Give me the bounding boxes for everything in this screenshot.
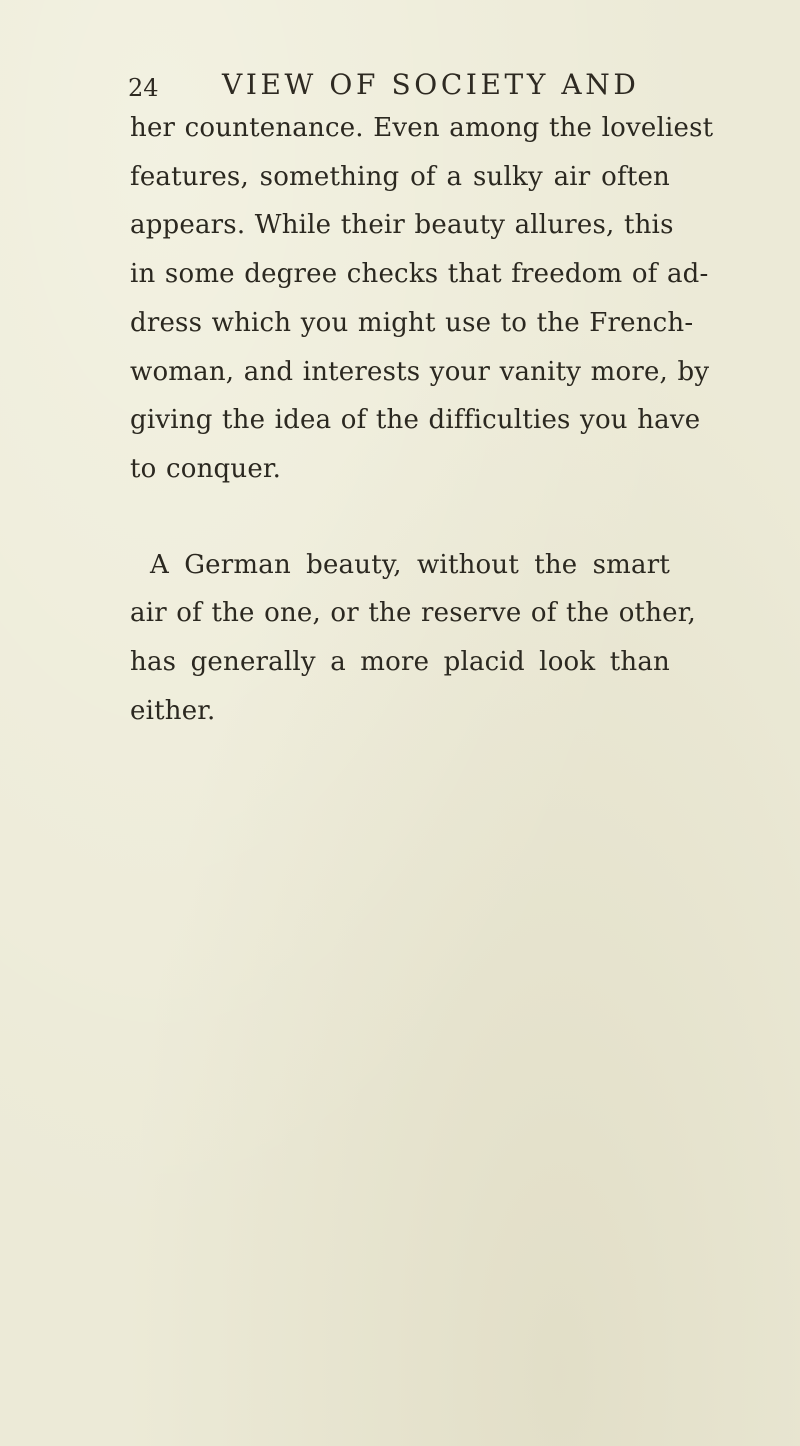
text-line: either.: [130, 695, 216, 726]
page-number: 24: [128, 74, 159, 102]
body-text: [130, 104, 714, 735]
page-header: [0, 68, 800, 108]
text-line: appears. While their beauty allures, this: [130, 210, 674, 241]
text-line: woman, and interests your vanity more, by: [130, 356, 710, 387]
text-line: dress which you might use to the French-: [130, 307, 694, 338]
text-line: features, something of a sulky air often: [130, 161, 670, 192]
text-line: in some degree checks that freedom of ad-: [130, 259, 709, 290]
text-line: her countenance. Even among the loveliest: [130, 113, 714, 143]
paragraph-1: [130, 104, 714, 494]
text-line: to conquer.: [130, 453, 282, 484]
text-line: A German beauty, without the smart: [150, 549, 670, 580]
text-line: giving the idea of the difficulties you have: [130, 405, 701, 436]
running-head: VIEW OF SOCIETY AND: [222, 68, 640, 101]
text-line: air of the one, or the reserve of the other,: [130, 598, 696, 629]
paragraph-2: [130, 541, 696, 736]
text-line: has generally a more placid look than: [130, 647, 670, 678]
